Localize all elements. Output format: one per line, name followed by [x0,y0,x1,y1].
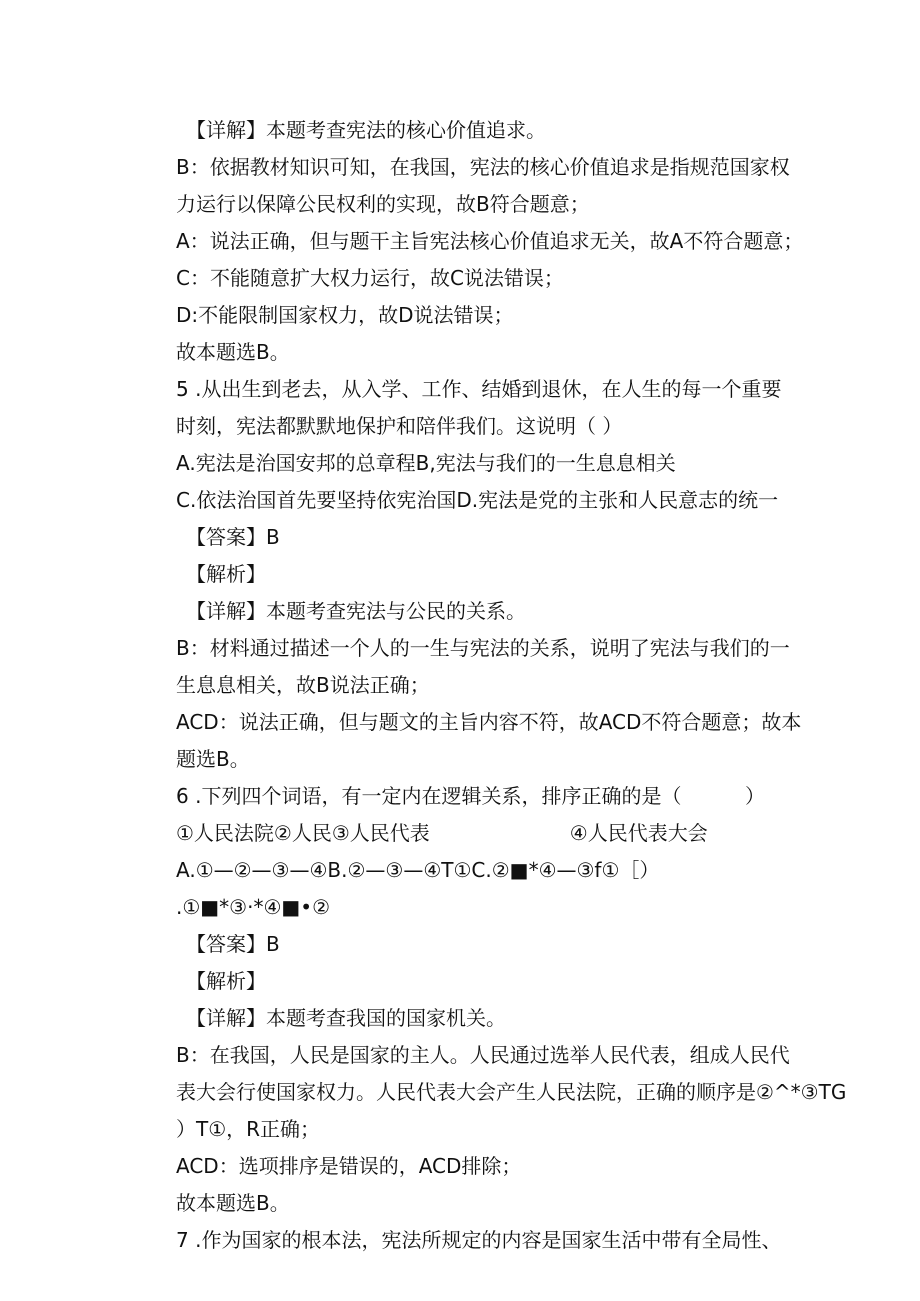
question-6-options: .①■*③·*④■•② [176,895,331,919]
question-5-stem: 5 .从出生到老去，从入学、工作、结婚到退休，在人生的每一个重要 [176,377,782,401]
analysis-label: 【解析】 [186,562,266,586]
answer-label: 【答案】B [186,932,280,956]
text-line: 生息息相关，故B说法正确； [176,673,430,697]
question-6-options: A.①—②—③—④B.②—③—④T①C.②■*④—③f①［） [176,858,660,882]
text-line: ）T①，R正确； [176,1117,321,1141]
text-line: 表大会行使国家权力。人民代表大会产生人民法院，正确的顺序是②^*③TG [176,1080,847,1104]
document-body [176,112,847,1259]
text-line: B：依据教材知识可知，在我国，宪法的核心价值追求是指规范国家权 [176,155,790,179]
text-line: C：不能随意扩大权力运行，故C说法错误； [176,266,564,290]
text-line: B：材料通过描述一个人的一生与宪法的关系，说明了宪法与我们的一 [176,636,790,660]
question-7-stem: 7 .作为国家的根本法，宪法所规定的内容是国家生活中带有全局性、 [176,1228,782,1252]
text-line: ACD：选项排序是错误的，ACD排除； [176,1154,522,1178]
text-line: 故本题选B。 [176,340,290,364]
question-6-stem: 6 .下列四个词语，有一定内在逻辑关系，排序正确的是（ ） [176,784,766,808]
terms-part-2: ④人民代表大会 [569,821,708,845]
text-line: 题选B。 [176,747,250,771]
text-line: 时刻，宪法都默默地保护和陪伴我们。这说明（ ） [176,414,623,438]
detail-label: 【详解】本题考查宪法与公民的关系。 [186,599,526,623]
answer-label: 【答案】B [186,525,280,549]
text-line: 力运行以保障公民权利的实现，故B符合题意； [176,192,590,216]
text-line: 【详解】本题考查宪法的核心价值追求。 [186,118,546,142]
text-line: D:不能限制国家权力，故D说法错误； [176,303,514,327]
question-5-options: C.依法治国首先要坚持依宪治国D.宪法是党的主张和人民意志的统一 [176,488,779,512]
question-5-options: A.宪法是治国安邦的总章程B,宪法与我们的一生息息相关 [176,451,676,475]
text-line: B：在我国，人民是国家的主人。人民通过选举人民代表，组成人民代 [176,1043,790,1067]
text-line: 故本题选B。 [176,1191,290,1215]
analysis-label: 【解析】 [186,969,266,993]
question-6-terms [176,815,796,852]
text-line: ACD：说法正确，但与题文的主旨内容不符，故ACD不符合题意；故本 [176,710,802,734]
detail-label: 【详解】本题考查我国的国家机关。 [186,1006,506,1030]
text-line: A：说法正确，但与题干主旨宪法核心价值追求无关，故A不符合题意； [176,229,804,253]
terms-part-1: ①人民法院②人民③人民代表 [176,821,430,845]
